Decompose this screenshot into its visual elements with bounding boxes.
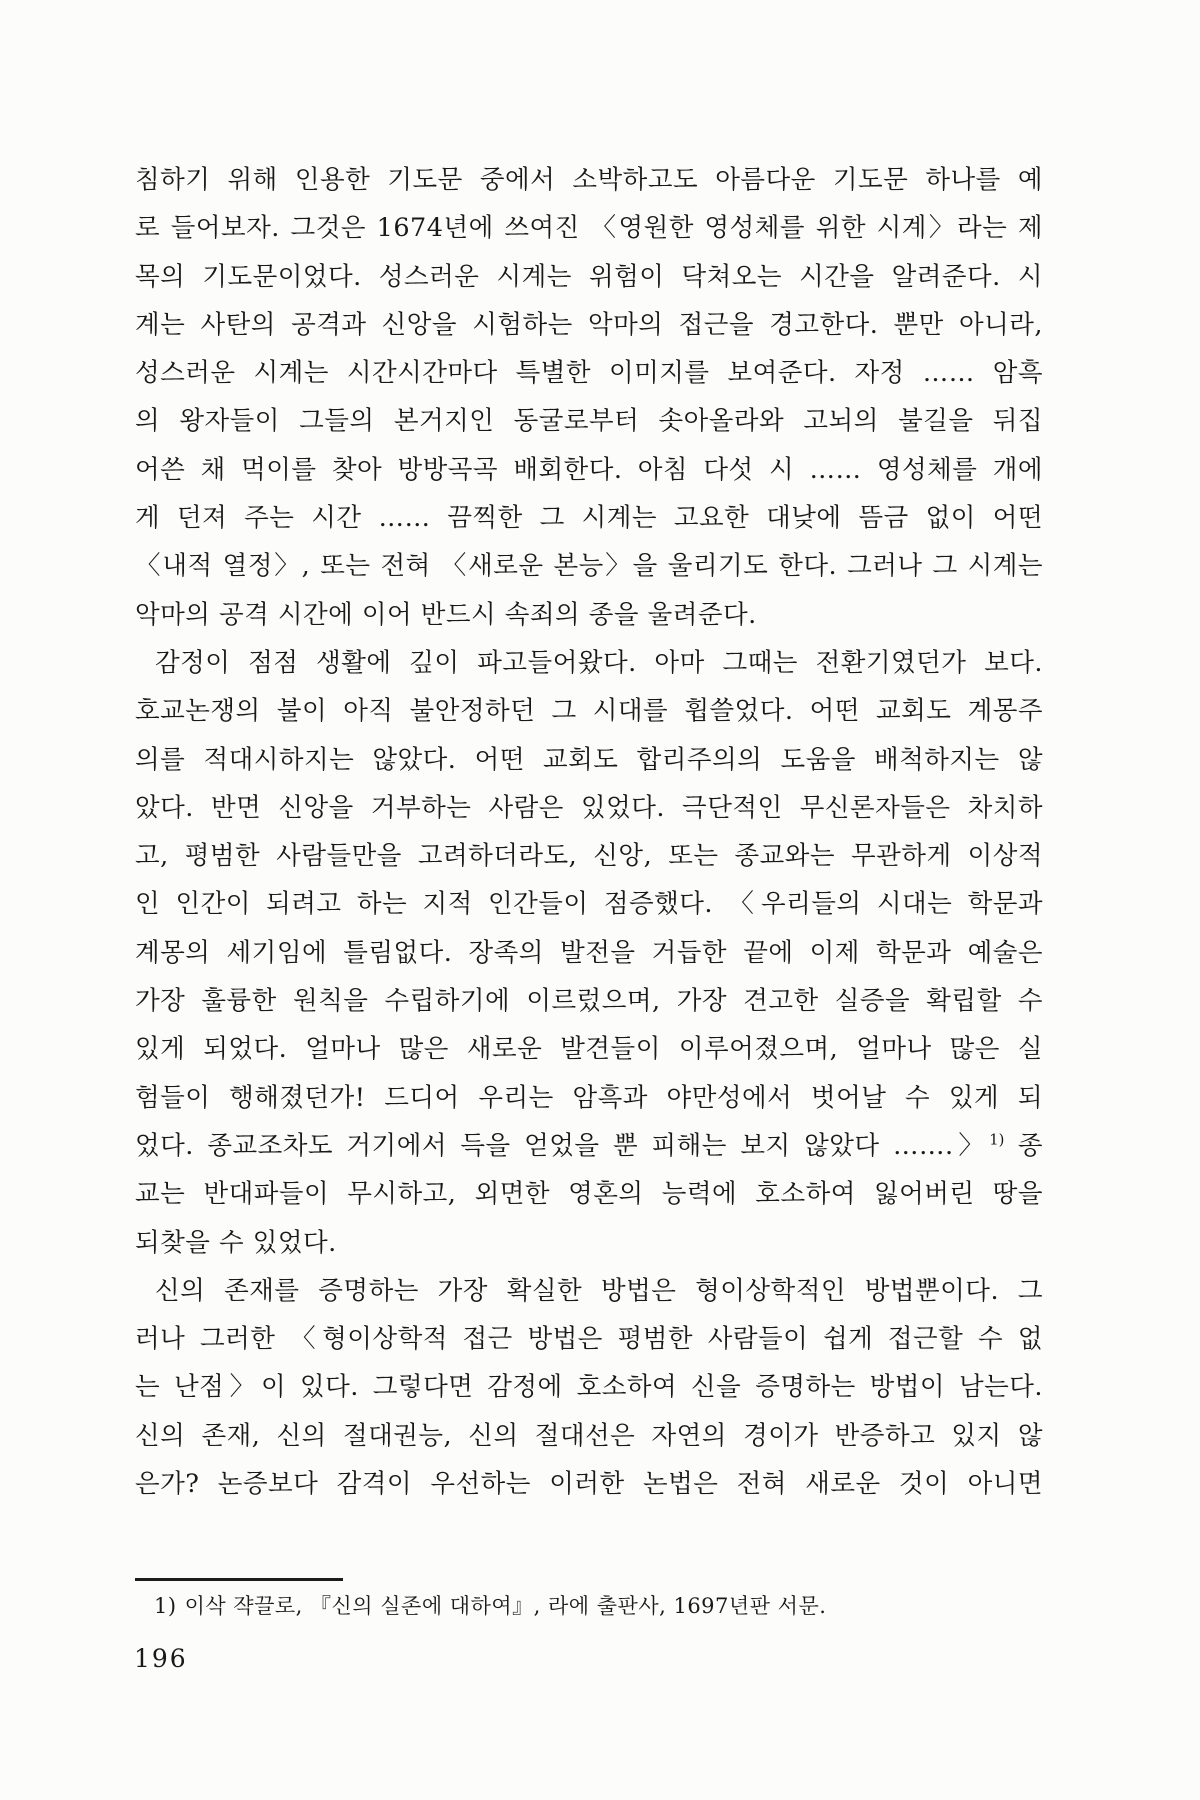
text-segment: 은가? 논증보다 감격이 우선하는 이러한 논법은 전혀 새로운 것이 아니면 (135, 1469, 1043, 1500)
text-segment: 의 왕자들이 그들의 본거지인 동굴로부터 솟아올라와 고뇌의 불길을 뒤집 (135, 406, 1043, 437)
text-segment: 신의 존재, 신의 절대권능, 신의 절대선은 자연의 경이가 반증하고 있지 않 (135, 1420, 1043, 1451)
text-segment: 가장 훌륭한 원칙을 수립하기에 이르렀으며, 가장 견고한 실증을 확립할 수 (135, 986, 1043, 1017)
text-segment: 았다. 반면 신앙을 거부하는 사람은 있었다. 극단적인 무신론자들은 차치하 (135, 792, 1043, 823)
text-segment: 게 던져 주는 시간 …… 끔찍한 그 시계는 고요한 대낮에 뜸금 없이 어떤 (135, 503, 1043, 534)
text-segment: 신의 존재를 증명하는 가장 확실한 방법은 형이상학적인 방법뿐이다. 그 (155, 1275, 1043, 1306)
text-segment: 성스러운 시계는 시간시간마다 특별한 이미지를 보여준다. 자정 …… 암흑 (135, 358, 1043, 389)
text-line (135, 301, 1043, 349)
text-line (135, 1315, 1043, 1363)
text-line (135, 736, 1043, 784)
text-line (135, 687, 1043, 735)
text-segment: 었다. 종교조차도 거기에서 득을 얻었을 뿐 피해는 보지 않았다 …….〉 (135, 1130, 990, 1161)
text-line (135, 1267, 1043, 1315)
text-segment: 는 난점〉이 있다. 그렇다면 감정에 호소하여 신을 증명하는 방법이 남는다. (135, 1372, 1043, 1403)
text-segment: 험들이 행해졌던가! 드디어 우리는 암흑과 야만성에서 벗어날 수 있게 되 (135, 1082, 1043, 1113)
text-line (135, 1122, 1043, 1170)
text-segment: 의를 적대시하지는 않았다. 어떤 교회도 합리주의의 도움을 배척하지는 않 (135, 744, 1043, 775)
text-line (135, 977, 1043, 1025)
text-segment: 있게 되었다. 얼마나 많은 새로운 발견들이 이루어졌으며, 얼마나 많은 실 (135, 1034, 1043, 1065)
text-line (135, 929, 1043, 977)
text-segment: 고, 평범한 사람들만을 고려하더라도, 신앙, 또는 종교와는 무관하게 이상적 (135, 841, 1043, 872)
text-line (135, 494, 1043, 542)
text-line (135, 446, 1043, 494)
text-segment: 계몽의 세기임에 틀림없다. 장족의 발전을 거듭한 끝에 이제 학문과 예술은 (135, 937, 1043, 968)
text-segment: 계는 사탄의 공격과 신앙을 시험하는 악마의 접근을 경고한다. 뿐만 아니라, (135, 309, 1043, 340)
page-number: 196 (134, 1644, 188, 1673)
footnote-ref: 1) (989, 1131, 1005, 1149)
text-line (135, 204, 1043, 252)
text-segment: 로 들어보자. 그것은 1674년에 쓰여진 〈영원한 영성체를 위한 시계〉라는 제 (135, 213, 1043, 244)
text-line (135, 542, 1043, 590)
text-line (135, 156, 1043, 204)
footnote-divider (135, 1578, 343, 1581)
text-line (135, 1460, 1043, 1508)
text-segment: 되찾을 수 있었다. (135, 1227, 337, 1258)
footnote (154, 1590, 934, 1622)
body-text (135, 156, 1043, 1508)
text-line (135, 1074, 1043, 1122)
text-segment: 인 인간이 되려고 하는 지적 인간들이 점증했다. 〈우리들의 시대는 학문과 (135, 889, 1043, 920)
text-line (135, 591, 1043, 639)
text-line (135, 1363, 1043, 1411)
text-line (135, 1025, 1043, 1073)
text-segment: 목의 기도문이었다. 성스러운 시계는 위험이 닥쳐오는 시간을 알려준다. 시 (135, 261, 1043, 292)
text-segment: 러나 그러한 〈형이상학적 접근 방법은 평범한 사람들이 쉽게 접근할 수 없 (135, 1324, 1043, 1355)
text-segment: 교는 반대파들이 무시하고, 외면한 영혼의 능력에 호소하여 잃어버린 땅을 (135, 1179, 1043, 1210)
text-segment: 어쓴 채 먹이를 찾아 방방곡곡 배회한다. 아침 다섯 시 …… 영성체를 개에 (135, 454, 1043, 485)
text-line (135, 1412, 1043, 1460)
footnote-marker: 1) (154, 1594, 177, 1618)
text-segment: 악마의 공격 시간에 이어 반드시 속죄의 종을 울려준다. (135, 599, 757, 630)
text-line (135, 880, 1043, 928)
text-line (135, 639, 1043, 687)
text-line (135, 1170, 1043, 1218)
text-line (135, 1219, 1043, 1267)
footnote-text: 이삭 쟉끌로, 『신의 실존에 대하여』, 라에 출판사, 1697년판 서문. (184, 1594, 827, 1618)
text-segment: 호교논쟁의 불이 아직 불안정하던 그 시대를 휩쓸었다. 어떤 교회도 계몽주 (135, 696, 1043, 727)
text-line (135, 832, 1043, 880)
text-line (135, 253, 1043, 301)
text-line (135, 784, 1043, 832)
text-segment: 감정이 점점 생활에 깊이 파고들어왔다. 아마 그때는 전환기였던가 보다. (155, 647, 1043, 678)
text-segment: 침하기 위해 인용한 기도문 중에서 소박하고도 아름다운 기도문 하나를 예 (135, 165, 1043, 195)
text-segment: 〈내적 열정〉, 또는 전혀 〈새로운 본능〉을 울리기도 한다. 그러나 그 시계는 (135, 551, 1043, 582)
text-line (135, 397, 1043, 445)
text-line (135, 349, 1043, 397)
text-segment: 종 (1004, 1130, 1043, 1161)
